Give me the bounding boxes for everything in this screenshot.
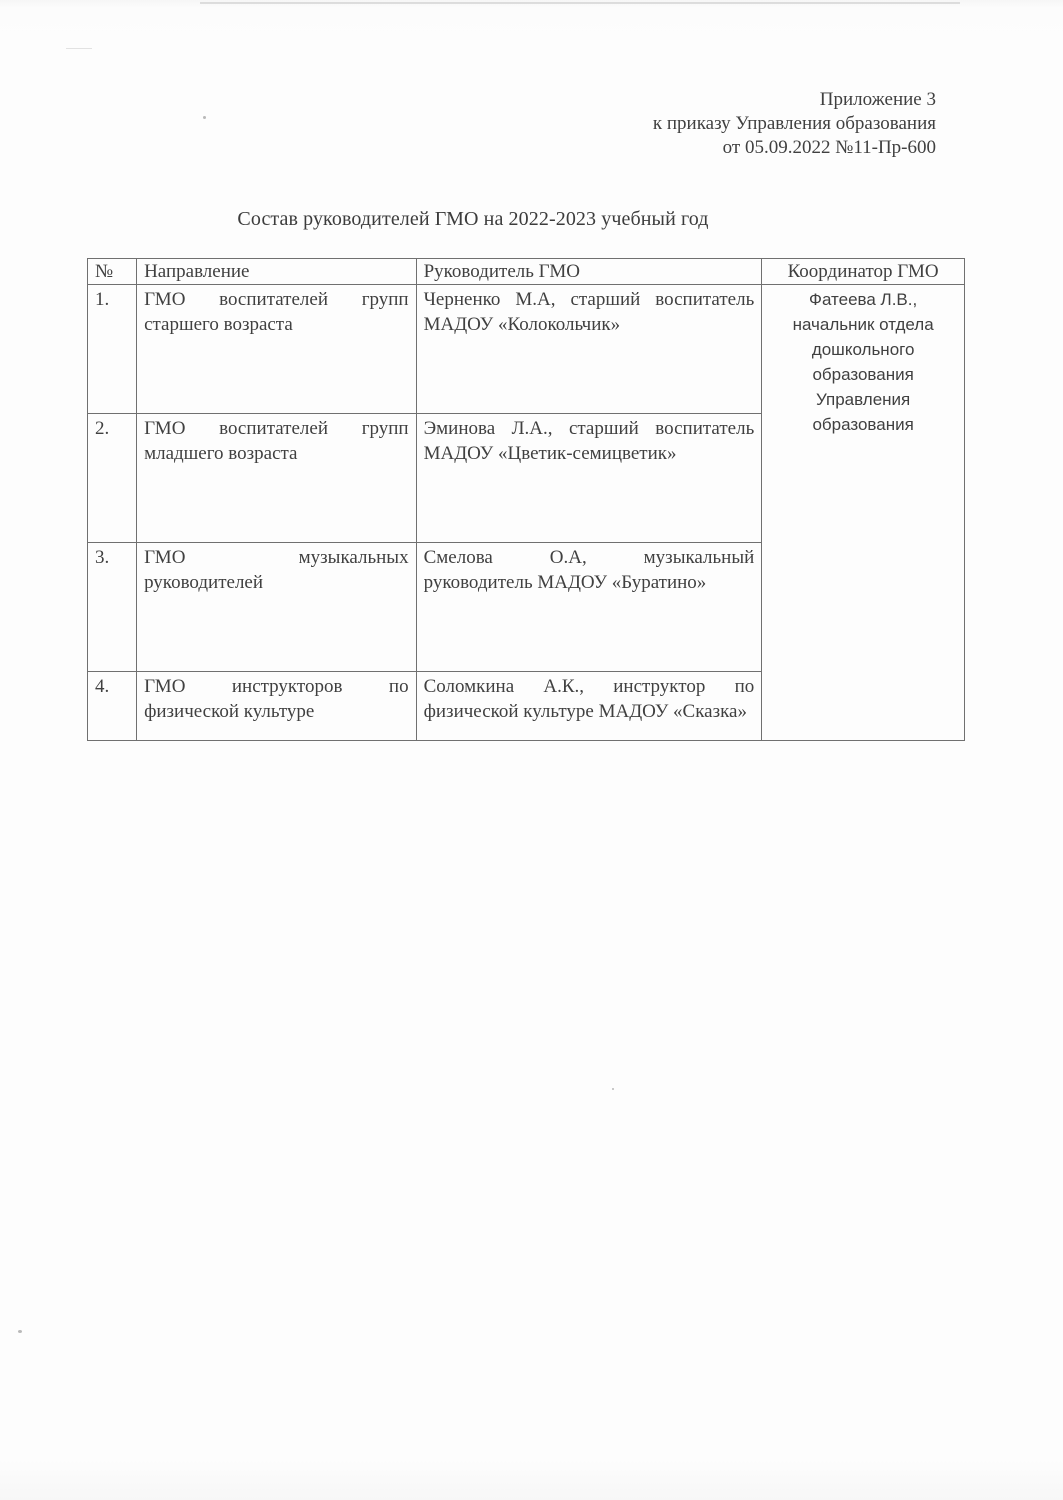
column-header-direction: Направление — [137, 259, 417, 285]
row-direction: ГМО воспитателей групп старшего возраста — [137, 285, 417, 414]
appendix-header — [653, 88, 936, 160]
coordinator-cell — [762, 285, 965, 741]
scan-speck — [612, 1088, 614, 1090]
column-header-coordinator: Координатор ГМО — [762, 259, 965, 285]
row-leader: Эминова Л.А., старший воспитатель МАДОУ «Цветик-семицветик» — [416, 414, 762, 543]
coordinator-name: Фатеева Л.В., — [809, 290, 918, 309]
order-date-number: от 05.09.2022 №11-Пр-600 — [722, 137, 936, 158]
coordinator-position-line: Управления — [815, 390, 911, 409]
column-header-number: № — [88, 259, 137, 285]
coordinator-position-line: начальник отдела — [792, 315, 934, 334]
document-title: Состав руководителей ГМО на 2022-2023 учебный год — [237, 208, 709, 230]
row-leader: Соломкина А.К., инструктор по физической культуре МАДОУ «Сказка» — [416, 672, 762, 741]
scan-speck — [203, 116, 206, 119]
column-header-leader: Руководитель ГМО — [416, 259, 762, 285]
table-header-row — [88, 259, 965, 285]
scan-speck — [66, 48, 92, 49]
scan-speck — [18, 1330, 22, 1333]
row-number: 3. — [88, 543, 137, 672]
row-direction: ГМО музыкальных руководителей — [137, 543, 417, 672]
row-number: 1. — [88, 285, 137, 414]
gmo-leaders-table — [87, 258, 965, 741]
row-direction: ГМО воспитателей групп младшего возраста — [137, 414, 417, 543]
row-number: 2. — [88, 414, 137, 543]
row-direction: ГМО инструкторов по физической культуре — [137, 672, 417, 741]
order-reference: к приказу Управления образования — [652, 113, 936, 134]
row-number: 4. — [88, 672, 137, 741]
coordinator-position-line: образования — [812, 415, 914, 434]
table-row — [88, 285, 965, 414]
scan-artifact-line — [200, 2, 960, 4]
row-leader: Смелова О.А, музыкальный руководитель МАДОУ «Буратино» — [416, 543, 762, 672]
appendix-number: Приложение 3 — [819, 89, 936, 110]
row-leader: Черненко М.А, старший воспитатель МАДОУ «Колокольчик» — [416, 285, 762, 414]
coordinator-position-line: дошкольного — [811, 340, 915, 359]
coordinator-position-line: образования — [812, 365, 914, 384]
